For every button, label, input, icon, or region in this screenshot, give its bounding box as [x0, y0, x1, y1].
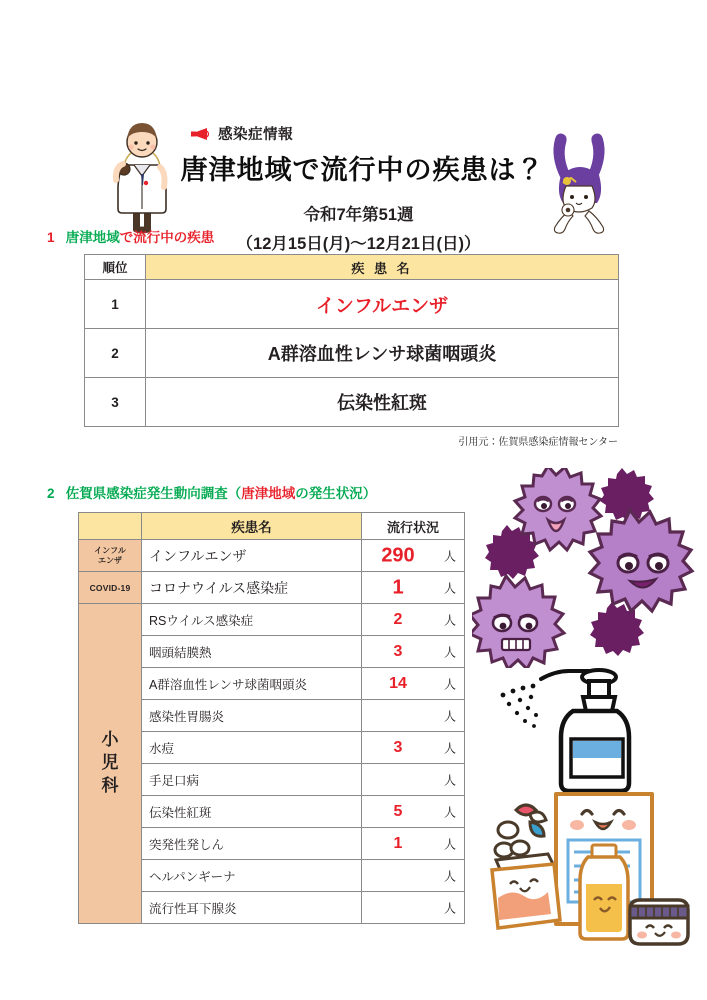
- page-header: [0, 55, 707, 253]
- table-row: [85, 329, 619, 378]
- case-unit: 人: [443, 773, 456, 787]
- section2-title-pre: 佐賀県感染症発生動向調査（: [65, 486, 242, 501]
- hand-sanitizer-spray-illustration: [495, 655, 645, 800]
- section2-title-region: 唐津地域: [241, 486, 296, 501]
- megaphone-icon: [190, 127, 212, 141]
- disease-name: コロナウイルス感染症: [142, 572, 362, 604]
- status-cell: [362, 668, 465, 700]
- table-row: [79, 604, 465, 636]
- case-unit: 人: [443, 581, 456, 595]
- table-row: [79, 572, 465, 604]
- disease-name: 水痘: [142, 732, 362, 764]
- page-title: 唐津地域で流行中の疾患は？: [180, 155, 545, 185]
- disease-name: 咽頭結膜熱: [142, 636, 362, 668]
- table-header-row: [79, 513, 465, 540]
- case-unit: 人: [443, 677, 456, 691]
- disease-name: 感染性胃腸炎: [142, 700, 362, 732]
- case-unit: 人: [443, 741, 456, 755]
- rank-value: 3: [85, 378, 146, 427]
- virus-characters-illustration: [472, 468, 700, 668]
- table-row: [85, 280, 619, 329]
- case-count: 14: [389, 674, 407, 692]
- ranking-table: [84, 254, 619, 427]
- case-count: 5: [393, 802, 403, 820]
- medicine-prescription-illustration: [478, 788, 700, 948]
- category-line2: エンザ: [98, 555, 122, 565]
- case-unit: 人: [443, 709, 456, 723]
- table-row: [85, 378, 619, 427]
- status-cell: [362, 540, 465, 572]
- status-cell: [362, 860, 465, 892]
- disease-name: 手足口病: [142, 764, 362, 796]
- rank-value: 1: [85, 280, 146, 329]
- case-count: 3: [393, 642, 403, 660]
- status-cell: [362, 828, 465, 860]
- status-cell: [362, 732, 465, 764]
- disease-name: ヘルパンギーナ: [142, 860, 362, 892]
- section2-title-post: の発生状況）: [295, 486, 377, 501]
- disease-name: インフルエンザ: [146, 280, 619, 329]
- category-line1: インフル: [94, 545, 126, 555]
- case-count: 290: [381, 544, 415, 566]
- case-unit: 人: [443, 837, 456, 851]
- case-count: 2: [393, 610, 403, 628]
- table-header-row: [85, 255, 619, 280]
- header-rank: 順位: [85, 255, 146, 280]
- case-unit: 人: [443, 805, 456, 819]
- rank-value: 2: [85, 329, 146, 378]
- header-status: 流行状況: [362, 513, 465, 540]
- section1-heading: [47, 226, 214, 246]
- section2-number: 2: [47, 486, 55, 501]
- category-pediatrics: 小 児 科: [79, 604, 142, 924]
- section1-title-rest: で流行中の疾患: [119, 230, 215, 245]
- status-cell: [362, 764, 465, 796]
- disease-name: 流行性耳下腺炎: [142, 892, 362, 924]
- citation: 引用元：佐賀県感染症情報センター: [458, 437, 618, 448]
- status-cell: [362, 796, 465, 828]
- section2-heading: [47, 482, 376, 502]
- subtitle-period: （12月15日(月)～12月21日(日)）: [236, 235, 481, 253]
- section1-title-region: 唐津地域: [65, 230, 120, 245]
- disease-name: RSウイルス感染症: [142, 604, 362, 636]
- disease-name: インフルエンザ: [142, 540, 362, 572]
- category-covid: COVID-19: [79, 572, 142, 604]
- disease-name: A群溶血性レンサ球菌咽頭炎: [146, 329, 619, 378]
- status-cell: [362, 892, 465, 924]
- status-cell: [362, 604, 465, 636]
- case-count: 1: [392, 576, 404, 598]
- status-cell: [362, 572, 465, 604]
- case-count: 3: [393, 738, 403, 756]
- section1-number: 1: [47, 230, 55, 245]
- disease-name: 伝染性紅斑: [146, 378, 619, 427]
- case-unit: 人: [443, 613, 456, 627]
- banner-label-row: [190, 123, 293, 144]
- case-unit: 人: [443, 645, 456, 659]
- subtitle-week: 令和7年第51週: [303, 206, 414, 224]
- table-row: [79, 540, 465, 572]
- case-unit: 人: [443, 549, 456, 563]
- disease-name: A群溶血性レンサ球菌咽頭炎: [142, 668, 362, 700]
- case-count: 1: [393, 834, 403, 852]
- disease-name: 伝染性紅斑: [142, 796, 362, 828]
- case-unit: 人: [443, 901, 456, 915]
- header-disease-name: 疾患名: [142, 513, 362, 540]
- status-cell: [362, 700, 465, 732]
- category-influenza: [79, 540, 142, 572]
- surveillance-table: [78, 512, 465, 924]
- header-category: [79, 513, 142, 540]
- disease-name: 突発性発しん: [142, 828, 362, 860]
- powder-packet: [492, 864, 560, 928]
- status-cell: [362, 636, 465, 668]
- case-unit: 人: [443, 869, 456, 883]
- banner-label: 感染症情報: [218, 127, 293, 143]
- virus-character-smile: [590, 510, 692, 611]
- header-disease-name: 疾 患 名: [146, 255, 619, 280]
